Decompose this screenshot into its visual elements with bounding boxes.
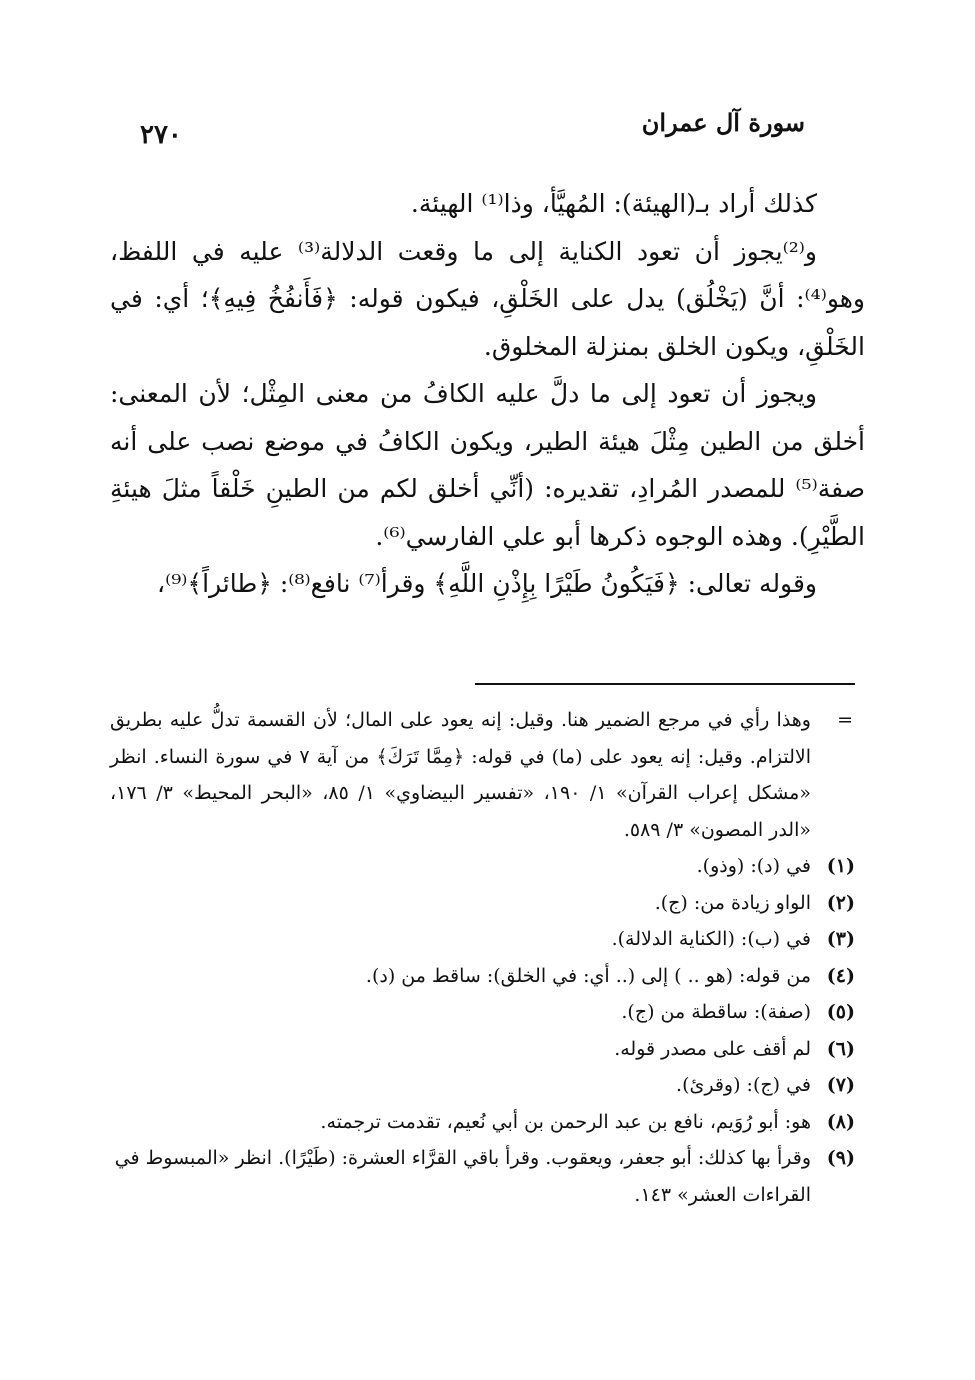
paragraph: وقوله تعالى: ﴿فَيَكُونُ طَيْرًا بِإِذْنِ اللَّهِ﴾ وقرأ⁽⁷⁾ نافع⁽⁸⁾: ﴿طائراً﴾⁽⁹⁾، [157, 569, 817, 598]
continuation-marker: = [837, 709, 853, 731]
footnote-number: (٤) [826, 964, 855, 987]
footnote-text: في (د): (وذو). [696, 855, 811, 877]
footnote-number: (٥) [826, 1001, 855, 1023]
footnote-text: لم أقف على مصدر قوله. [614, 1037, 811, 1060]
footnote-number: (٣) [826, 928, 855, 950]
footnote-text: وقرأ بها كذلك: أبو جعفر، ويعقوب. وقرأ باقي القرَّاء العشرة: (طَيْرًا). انظر «المبسوط في القراءات العشر» ١٤٣. [114, 1147, 811, 1206]
footnote-item [110, 848, 855, 885]
footnote-item [110, 1104, 855, 1141]
footnote-item [110, 994, 855, 1031]
paragraph: كذلك أراد بـ(الهيئة): المُهيَّأ، وذا⁽¹⁾ الهيئة. [410, 189, 817, 218]
footnote-item [110, 958, 855, 995]
footnote-item [110, 885, 855, 922]
footnote-item [110, 1140, 855, 1213]
footnote-item [110, 921, 855, 958]
continuation-text: وهذا رأي في مرجع الضمير هنا. وقيل: إنه يعود على المال؛ لأن القسمة تدلُّ عليه بطريق الالتزام. وقيل: إنه يعود على (ما) في قوله: ﴿مِمَّا تَرَكَ﴾ من آية ٧ في سورة النساء. انظر «مشكل إعراب القرآن» ١/ ١٩٠، «تفسير البيضاوي» ١/ ٨٥، «البحر المحيط» ٣/ ١٧٦، «الدر المصون» ٣/ ٥٨٩. [110, 709, 811, 841]
paragraph: ويجوز أن تعود إلى ما دلَّ عليه الكافُ من معنى المِثْل؛ لأن المعنى: أخلق من الطين مِثْلَ هيئة الطير، ويكون الكافُ في موضع نصب على أنه صفة⁽⁵⁾ للمصدر المُرادِ، تقديره: (أنِّي أخلق لكم من الطينِ خَلْقاً مثلَ هيئةِ الطَّيْرِ). وهذه الوجوه ذكرها أبو علي الفارسي⁽⁶⁾. [110, 379, 865, 551]
footnote-number: (٩) [826, 1147, 855, 1169]
footnote-text: في (ب): (الكناية الدلالة). [611, 928, 811, 950]
page-header [140, 108, 805, 158]
footnote-number: (٦) [826, 1037, 855, 1060]
footnote-item [110, 1031, 855, 1068]
footnote-text: الواو زيادة من: (ج). [654, 891, 811, 914]
paragraph: و⁽²⁾يجوز أن تعود الكناية إلى ما وقعت الدلالة⁽³⁾ عليه في اللفظ، وهو⁽⁴⁾: أنَّ (يَخْلُق) يدل على الخَلْقِ، فيكون قوله: ﴿فَأَنفُخُ فِيهِ﴾؛ أي: في الخَلْقِ، ويكون الخلق بمنزلة المخلوق. [110, 236, 865, 361]
footnote-text: من قوله: (هو .. ) إلى (.. أي: في الخلق): ساقط من (د). [365, 964, 811, 987]
footnote-number: (٢) [826, 891, 855, 914]
footnote-number: (١) [826, 855, 855, 877]
footnote-continuation [110, 702, 855, 848]
footnote-text: هو: أبو رُوَيم، نافع بن عبد الرحمن بن أبي نُعيم، تقدمت ترجمته. [320, 1110, 811, 1133]
footnote-number: (٧) [826, 1074, 855, 1096]
surah-title: سورة آل عمران [641, 108, 805, 137]
footnote-text: (صفة): ساقطة من (ج). [621, 1001, 811, 1023]
footnotes [110, 702, 855, 1213]
footnote-number: (٨) [826, 1110, 855, 1133]
page-number: ٢٧٠ [140, 120, 182, 150]
footnote-divider [475, 683, 855, 685]
footnote-item [110, 1067, 855, 1104]
main-text [110, 180, 865, 608]
footnote-text: في (ج): (وقرئ). [676, 1074, 811, 1096]
